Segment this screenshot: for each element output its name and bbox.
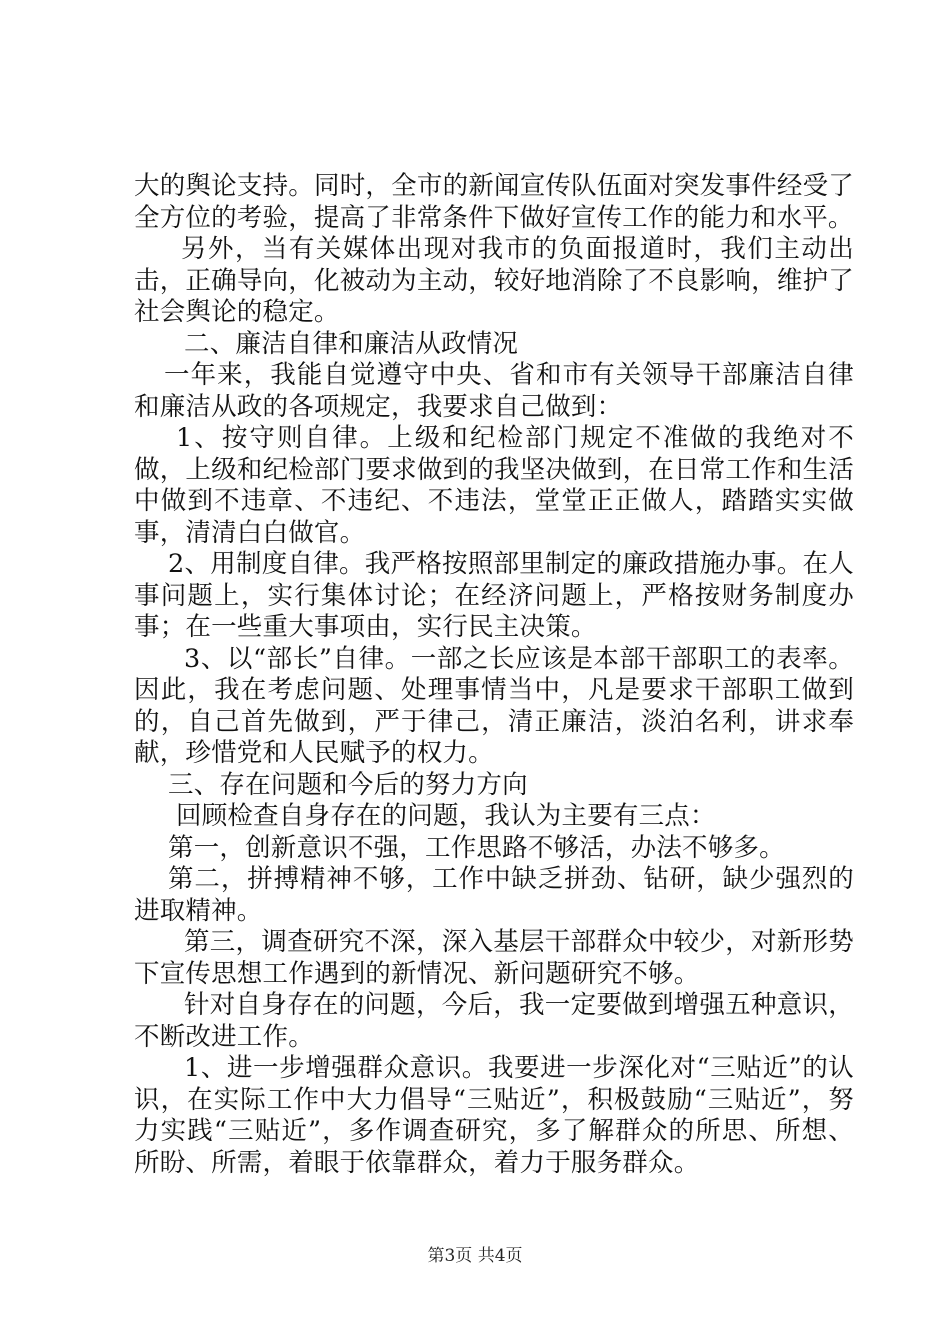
paragraph-year-review: 一年来，我能自觉遵守中央、省和市有关领导干部廉洁自律和廉洁从政的各项规定，我要求自己做到： bbox=[134, 360, 854, 422]
paragraph-improvement-1: 1、进一步增强群众意识。我要进一步深化对“三贴近”的认识，在实际工作中大力倡导“三贴近”，积极鼓励“三贴近”，努力实践“三贴近”，多作调查研究，多了解群众的所思、所想、所盼、所需，着眼于依靠群众，着力于服务群众。 bbox=[134, 1053, 854, 1178]
paragraph-self-check: 回顾检查自身存在的问题，我认为主要有三点： bbox=[176, 801, 716, 831]
paragraph-problem-2: 第二，拼搏精神不够，工作中缺乏拼劲、钻研，缺少强烈的进取精神。 bbox=[134, 864, 854, 926]
paragraph-rule-3: 3、以“部长”自律。一部之长应该是本部干部职工的表率。因此，我在考虑问题、处理事情当中，凡是要求干部职工做到的，自己首先做到，严于律己，清正廉洁，淡泊名利，讲求奉献，珍惜党和人民赋予的权力。 bbox=[134, 643, 854, 768]
page-footer: 第3页 共4页 bbox=[427, 1246, 523, 1266]
paragraph-negative-reports: 另外，当有关媒体出现对我市的负面报道时，我们主动出击，正确导向，化被动为主动，较好地消除了不良影响，维护了社会舆论的稳定。 bbox=[134, 234, 854, 327]
paragraph-rule-1: 1、按守则自律。上级和纪检部门规定不准做的我绝对不做，上级和纪检部门要求做到的我坚决做到，在日常工作和生活中做到不违章、不违纪、不违法，堂堂正正做人，踏踏实实做事，清清白白做官。 bbox=[134, 423, 854, 548]
paragraph-problem-1: 第一，创新意识不强，工作思路不够活，办法不够多。 bbox=[168, 832, 785, 863]
paragraph-problem-3: 第三，调查研究不深，深入基层干部群众中较少，对新形势下宣传思想工作遇到的新情况、新问题研究不够。 bbox=[134, 927, 854, 989]
paragraph-rule-2: 2、用制度自律。我严格按照部里制定的廉政措施办事。在人事问题上，实行集体讨论；在经济问题上，严格按财务制度办事；在一些重大事项由，实行民主决策。 bbox=[134, 549, 854, 642]
paragraph-continued-support: 大的舆论支持。同时，全市的新闻宣传队伍面对突发事件经受了全方位的考验，提高了非常条件下做好宣传工作的能力和水平。 bbox=[134, 171, 854, 233]
paragraph-improvement-intro: 针对自身存在的问题，今后，我一定要做到增强五种意识，不断改进工作。 bbox=[134, 990, 854, 1052]
section-heading-integrity: 二、廉洁自律和廉洁从政情况 bbox=[184, 328, 519, 359]
document-body bbox=[134, 171, 854, 1179]
section-heading-problems: 三、存在问题和今后的努力方向 bbox=[168, 769, 528, 800]
